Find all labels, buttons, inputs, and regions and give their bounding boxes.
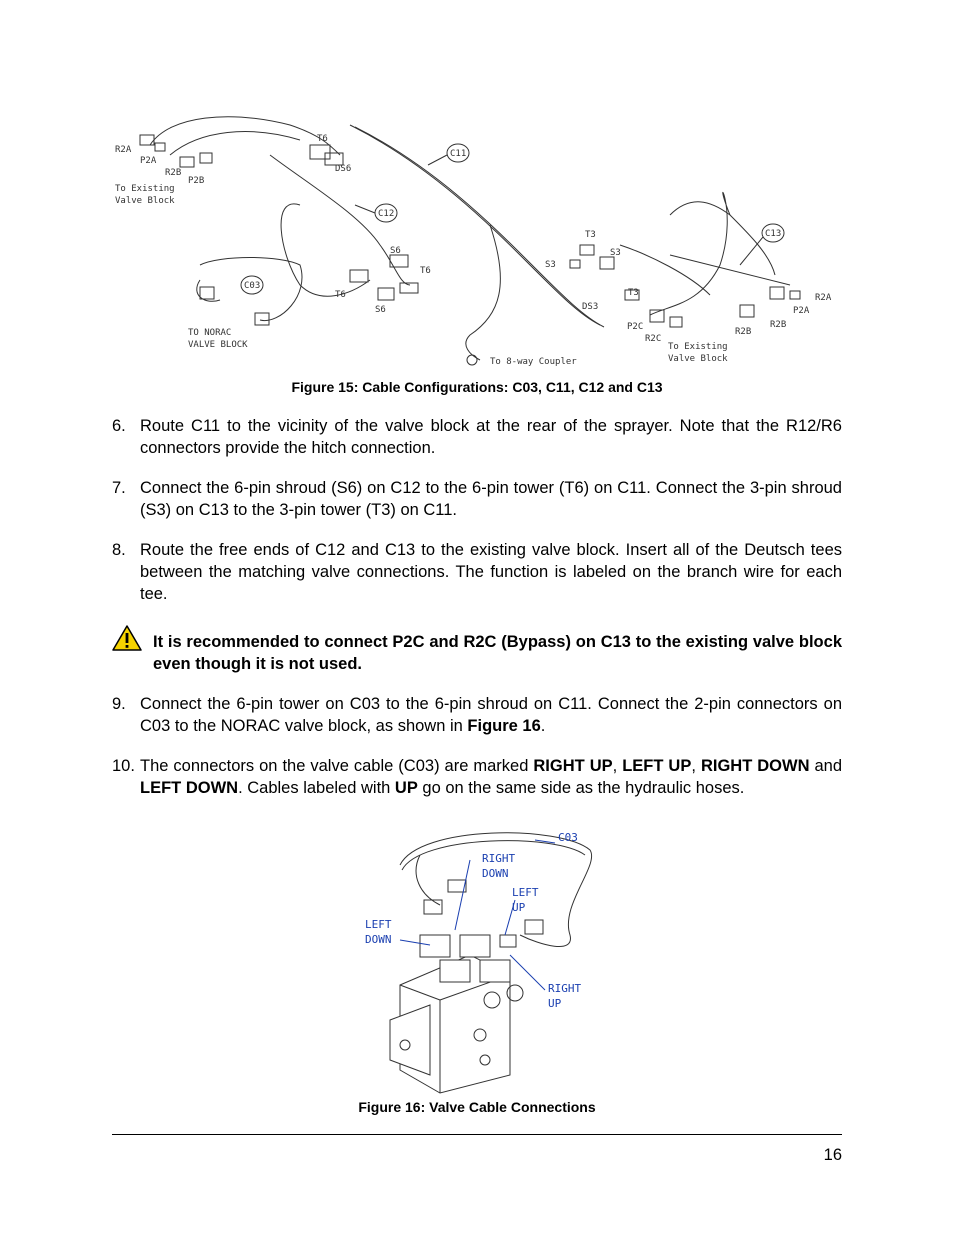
p2a-label: P2A [793, 306, 810, 316]
step-9 [112, 693, 842, 737]
valve-block-label-2: Valve Block [668, 354, 728, 364]
step-text: Route C11 to the vicinity of the valve block at the rear of the sprayer. Note that the R12/R6 connectors provide the hitch connection. [140, 417, 842, 457]
step-number: 9. [112, 695, 126, 713]
warning-text: It is recommended to connect P2C and R2C (Bypass) on C13 to the existing valve block even though it is not used. [153, 633, 842, 673]
valve-block-norac-label: VALVE BLOCK [188, 340, 248, 350]
c13-label: C13 [765, 229, 782, 239]
valve-block-label-1: Valve Block [115, 196, 175, 206]
right-down-term: RIGHT DOWN [700, 757, 810, 775]
page-number: 16 [823, 1146, 842, 1164]
r2b-label-left: R2B [165, 168, 182, 178]
right-label-1: RIGHT [482, 852, 516, 865]
s3-label: S3 [610, 248, 621, 258]
figure-16-caption: Figure 16: Valve Cable Connections [358, 1099, 596, 1115]
p2b-label-left: P2B [188, 176, 205, 186]
step-6 [112, 415, 842, 459]
s10-t1: The connectors on the valve cable (C03) are marked [140, 757, 534, 775]
s10-t2: , [612, 757, 623, 775]
right-label-2: RIGHT [548, 982, 582, 995]
down-label-1: DOWN [482, 867, 509, 880]
step-text: Route the free ends of C12 and C13 to the existing valve block. Insert all of the Deutsch tees between the matching valve connections. The function is labeled on the branch wire for each tee. [140, 541, 842, 603]
s10-t3: , [691, 757, 701, 775]
step-10 [112, 755, 842, 799]
s6-label-top: S6 [390, 246, 401, 256]
up-label-2: UP [548, 997, 562, 1010]
r2a-label-left: R2A [115, 145, 132, 155]
step9-end: . [540, 717, 546, 735]
footer-rule [112, 1134, 842, 1135]
step-8 [112, 539, 842, 605]
r2b-label-right: R2B [770, 320, 787, 330]
step-number: 7. [112, 479, 126, 497]
warning-note [112, 631, 842, 675]
s6-label: S6 [375, 305, 386, 315]
step-7 [112, 477, 842, 521]
p2c-label: P2C [627, 322, 644, 332]
step-number: 8. [112, 541, 126, 559]
r2a-label: R2A [815, 293, 832, 303]
coupler-label: To 8-way Coupler [490, 357, 577, 367]
to-norac-label: TO NORAC [188, 328, 232, 338]
c03-label-fig16: C03 [558, 831, 578, 844]
up-term: UP [394, 779, 418, 797]
figure-16-ref: Figure 16 [467, 717, 541, 735]
down-label-2: DOWN [365, 933, 392, 946]
step-number: 10. [112, 757, 135, 775]
s10-t5: . Cables labeled with [238, 779, 395, 797]
left-label-2: LEFT [365, 918, 392, 931]
r2b-label: R2B [735, 327, 752, 337]
t3-label: T3 [585, 230, 596, 240]
s3-label-left: S3 [545, 260, 556, 270]
step-number: 6. [112, 417, 126, 435]
left-label-1: LEFT [512, 886, 539, 899]
t6-label: T6 [420, 266, 431, 276]
s10-t4: and [809, 757, 843, 775]
figure-15-caption: Figure 15: Cable Configurations: C03, C11, C12 and C13 [291, 379, 663, 395]
figure-16-diagram [360, 825, 600, 1093]
r2c-label: R2C [645, 334, 662, 344]
to-existing-label-2: To Existing [668, 342, 728, 352]
left-down-term: LEFT DOWN [140, 779, 239, 797]
t6-label-top: T6 [317, 134, 328, 144]
ds3-label: DS3 [582, 302, 599, 312]
left-up-term: LEFT UP [622, 757, 692, 775]
s10-t6: go on the same side as the hydraulic hoses. [417, 779, 745, 797]
step-text [140, 693, 842, 737]
right-up-term: RIGHT UP [533, 757, 613, 775]
step9-text: Connect the 6-pin tower on C03 to the 6-pin shroud on C11. Connect the 2-pin connectors on C03 to the NORAC valve block, as shown in [140, 695, 842, 735]
ds6-label: DS6 [335, 164, 352, 174]
t6-label-left: T6 [335, 290, 346, 300]
to-existing-label-1: To Existing [115, 184, 175, 194]
step-text [140, 755, 842, 799]
p2a-label-left: P2A [140, 156, 157, 166]
c03-label: C03 [244, 281, 261, 291]
up-label-1: UP [512, 901, 526, 914]
figure-15-diagram [110, 105, 832, 370]
c11-label: C11 [450, 149, 467, 159]
c12-label: C12 [378, 209, 395, 219]
step-text: Connect the 6-pin shroud (S6) on C12 to the 6-pin tower (T6) on C11. Connect the 3-pin shroud (S3) on C13 to the 3-pin tower (T3) on C11. [140, 479, 842, 519]
t3-label-lower: T3 [628, 288, 639, 298]
warning-icon [112, 625, 142, 651]
